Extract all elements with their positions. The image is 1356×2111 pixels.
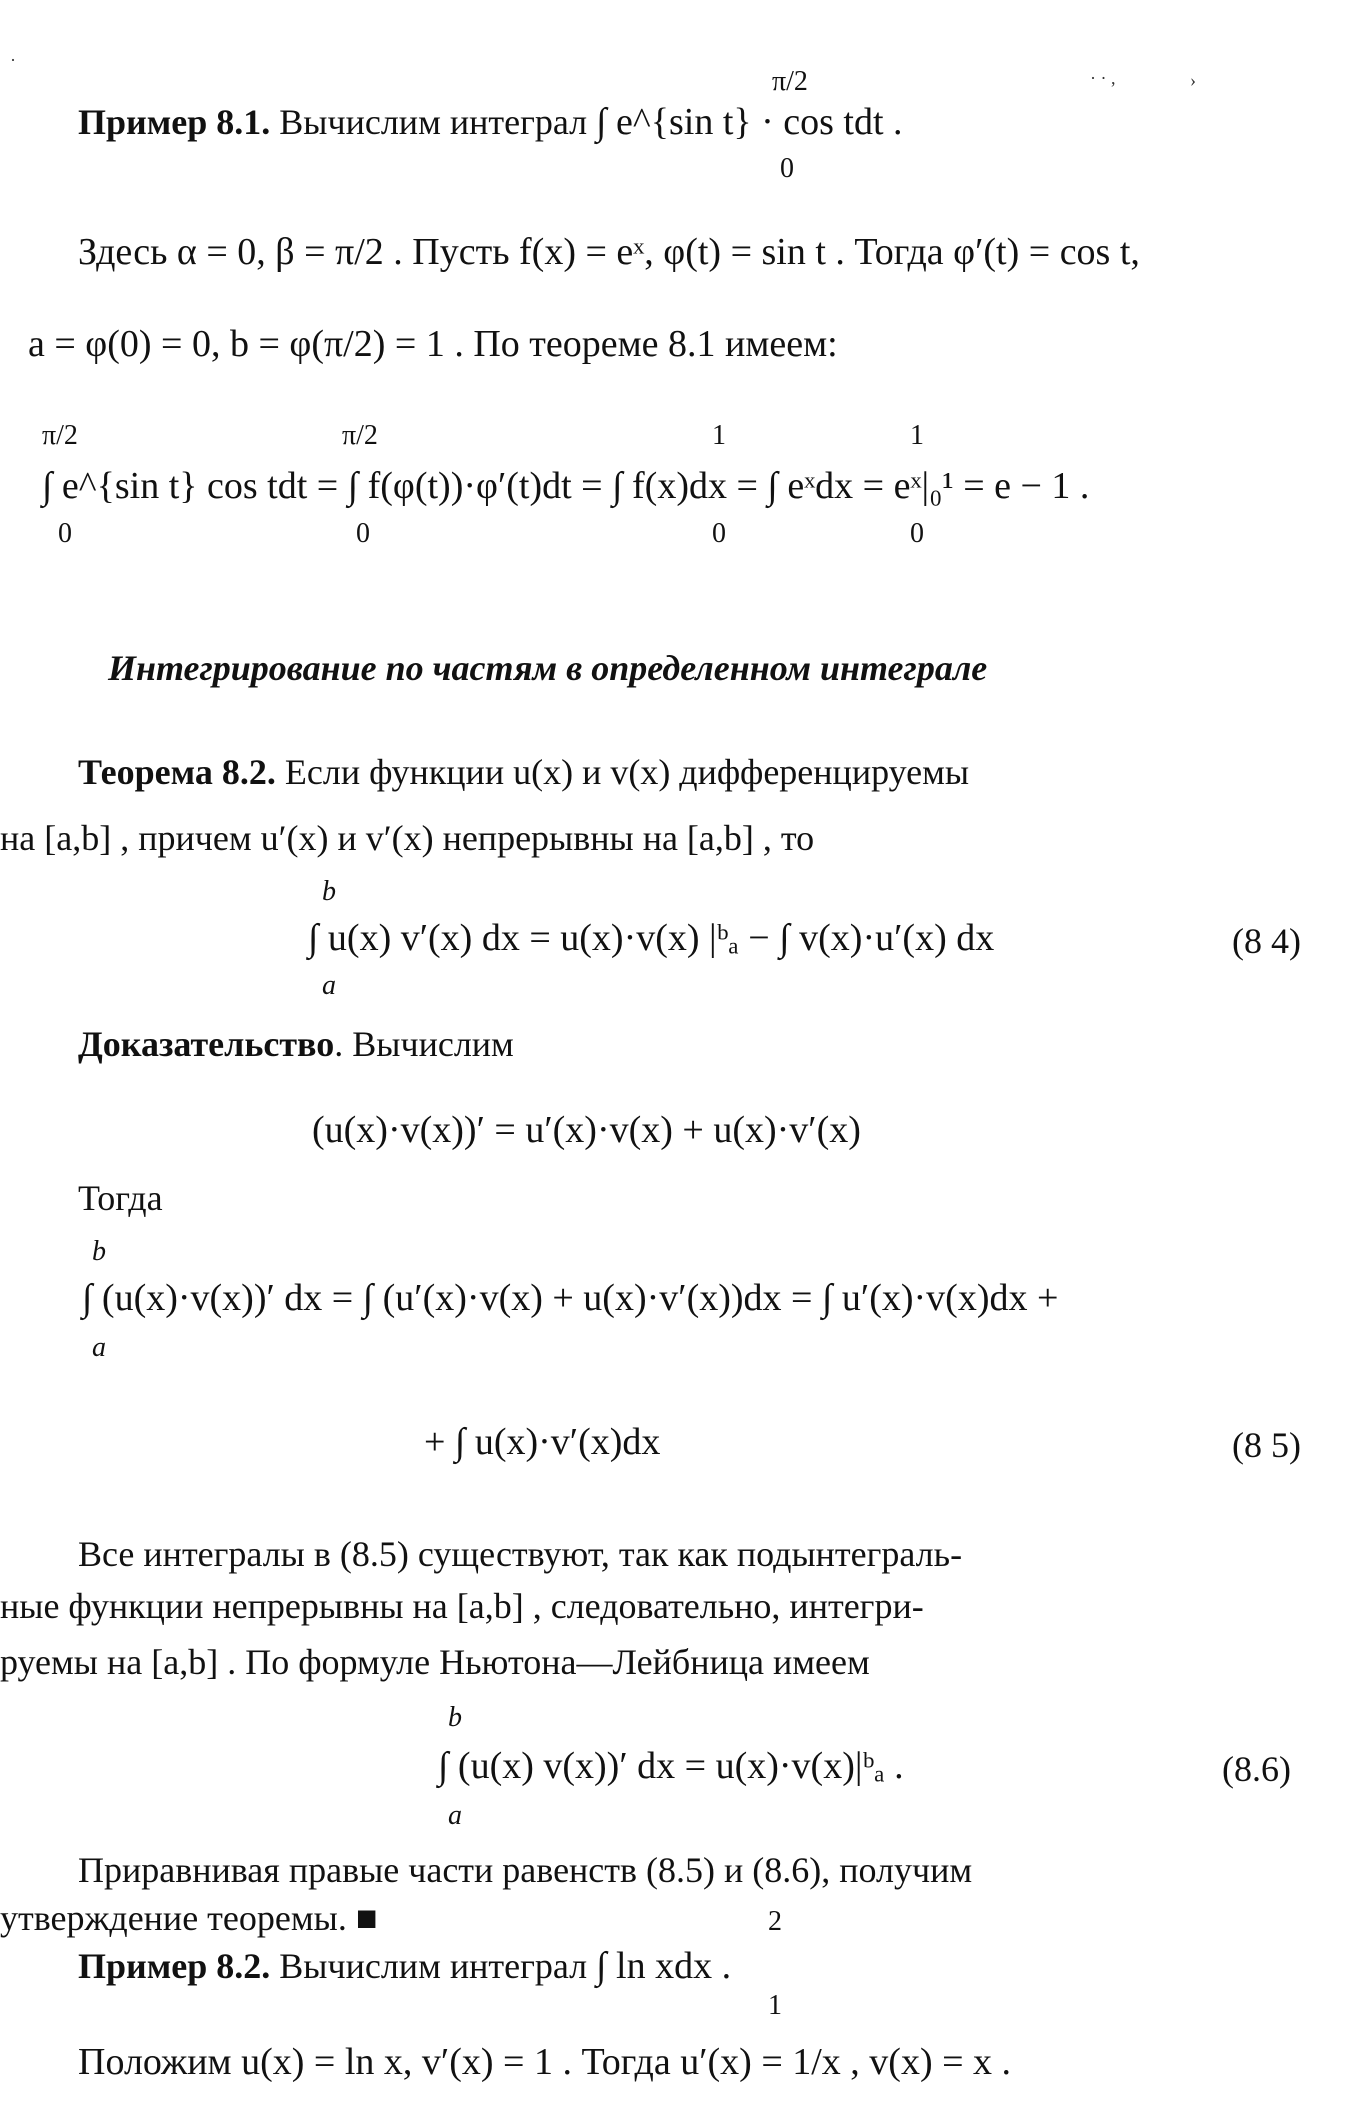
equation-8-4: ∫ u(x) v′(x) dx = u(x)·v(x) |ᵇₐ − ∫ v(x)·u′(x) dx <box>308 917 995 959</box>
example-8-2-label: Пример 8.2. <box>78 1946 271 1986</box>
paragraph-line-2: ные функции непрерывны на [a,b] , следовательно, интегри- <box>0 1586 924 1626</box>
ex82-upper: 2 <box>768 1906 782 1937</box>
eq84-lower: a <box>322 970 336 1001</box>
eq81-upper-3: 1 <box>712 420 726 451</box>
example-integral: ∫ e^{sin t} · cos tdt . <box>596 101 903 143</box>
derivative-equation: (u(x)·v(x))′ = u′(x)·v(x) + u(x)·v′(x) <box>312 1109 861 1151</box>
eq81-upper-2: π/2 <box>342 420 378 451</box>
integral-upper-limit: π/2 <box>772 66 808 97</box>
eq81-lower-1: 0 <box>58 518 72 549</box>
scan-mark: · · , <box>1090 68 1116 88</box>
paragraph-line-3: руемы на [a,b] . По формуле Ньютона—Лейбница имеем <box>0 1642 870 1682</box>
eq86-lower: a <box>448 1800 462 1831</box>
last-line: Положим u(x) = ln x, v′(x) = 1 . Тогда u′(x) = 1/x , v(x) = x . <box>78 2041 1012 2083</box>
example-8-2-line <box>78 1944 731 1988</box>
eq84-upper: b <box>322 876 336 907</box>
ex82-lower: 1 <box>768 1990 782 2021</box>
eq85-upper: b <box>92 1236 106 1267</box>
equation-8-5-line-2: + ∫ u(x)·v′(x)dx <box>424 1421 661 1463</box>
ab-line: a = φ(0) = 0, b = φ(π/2) = 1 . По теореме 8.1 имеем: <box>28 323 838 365</box>
example-label: Пример 8.1. <box>78 102 271 142</box>
example-8-2-text: Вычислим интеграл <box>270 1946 597 1986</box>
integral-lower-limit: 0 <box>780 153 794 184</box>
eq81-upper-4: 1 <box>910 420 924 451</box>
equation-8-5-line-1: ∫ (u(x)·v(x))′ dx = ∫ (u′(x)·v(x) + u(x)·v′(x))dx = ∫ u′(x)·v(x)dx + <box>82 1277 1059 1319</box>
paragraph-line-1: Все интегралы в (8.5) существуют, так как подынтеграль- <box>78 1534 963 1574</box>
equation-number-8-6: (8.6) <box>1222 1749 1291 1789</box>
example-8-2-integral: ∫ ln xdx . <box>596 1945 732 1987</box>
theorem-line-2: на [a,b] , причем u′(x) и v′(x) непрерывны на [a,b] , то <box>0 818 815 858</box>
theorem-line-1 <box>78 750 969 794</box>
eq81-lower-2: 0 <box>356 518 370 549</box>
example-text: Вычислим интеграл <box>279 102 597 142</box>
equation-number-8-4: (8 4) <box>1232 921 1301 961</box>
section-heading: Интегрирование по частям в определенном интеграле <box>108 648 988 688</box>
eq81-lower-3: 0 <box>712 518 726 549</box>
example-8-1-line <box>78 100 903 144</box>
theorem-text-1: Если функции u(x) и v(x) дифференцируемы <box>284 752 970 792</box>
here-line: Здесь α = 0, β = π/2 . Пусть f(x) = eˣ, φ(t) = sin t . Тогда φ′(t) = cos t, <box>78 231 1140 273</box>
equation-8-1: ∫ e^{sin t} cos tdt = ∫ f(φ(t))·φ′(t)dt = ∫ f(x)dx = ∫ eˣdx = eˣ|₀¹ = e − 1 . <box>42 465 1090 507</box>
scan-mark: · <box>10 50 16 70</box>
equate-line-2: утверждение теоремы. ■ <box>0 1898 378 1938</box>
theorem-label: Теорема 8.2. <box>78 752 276 792</box>
equate-line-1: Приравнивая правые части равенств (8.5) и (8.6), получим <box>78 1850 973 1890</box>
eq81-lower-4: 0 <box>910 518 924 549</box>
eq85-lower: a <box>92 1332 106 1363</box>
equation-number-8-5: (8 5) <box>1232 1425 1301 1465</box>
proof-text: . Вычислим <box>334 1024 514 1064</box>
then-word: Тогда <box>78 1178 163 1218</box>
eq81-upper-1: π/2 <box>42 420 78 451</box>
scan-mark: › <box>1190 70 1196 90</box>
proof-label: Доказательство <box>78 1024 335 1064</box>
eq86-upper: b <box>448 1702 462 1733</box>
proof-line <box>78 1022 514 1066</box>
equation-8-6: ∫ (u(x) v(x))′ dx = u(x)·v(x)|ᵇₐ . <box>438 1745 904 1787</box>
